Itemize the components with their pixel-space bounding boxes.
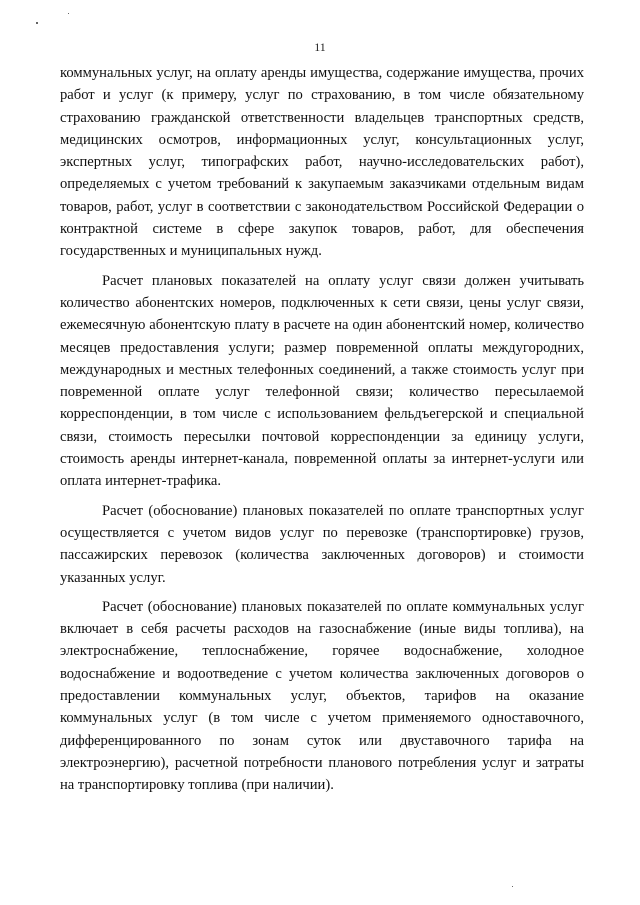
paragraph-continuation: коммунальных услуг, на оплату аренды имущества, содержание имущества, прочих работ и услуг (к примеру, услуг по страхованию, в том числе обязательному страхованию гражданской ответственности владельцев транспортных средств, медицинских осмотров, информационных услуг, консультационных услуг, экспертных услуг, типографских работ, научно-исследовательских работ), определяемых с учетом требований к закупаемым заказчиками отдельным видам товаров, работ, услуг в соответствии с законодательством Российской Федерации о контрактной системе в сфере закупок товаров, работ, для обеспечения государственных и муниципальных нужд. [60,65,584,260]
scan-speck [36,22,38,24]
document-body [60,62,584,804]
scan-speck [512,886,513,887]
paragraph-transport-services: Расчет (обоснование) плановых показателей по оплате транспортных услуг осуществляется с учетом видов услуг по перевозке (транспортировке) грузов, пассажирских перевозок (количества заключенных договоров) и стоимости указанных услуг. [60,502,584,586]
scan-speck [68,13,69,14]
paragraph-utility-services: Расчет (обоснование) плановых показателей по оплате коммунальных услуг включает в себя расчеты расходов на газоснабжение (иные виды топлива), на электроснабжение, теплоснабжение, горячее водоснабжение, холодное водоснабжение и водоотведение с учетом количества заключенных договоров о предоставлении коммунальных услуг, объектов, тарифов на оказание коммунальных услуг (в том числе с учетом применяемого одноставочного, дифференцированного по зонам суток или двуставочного тарифа на электроэнергию), расчетной потребности планового потребления услуг и затраты на транспортировку топлива (при наличии). [60,598,584,794]
page-number: 11 [314,40,326,54]
paragraph-communication-services: Расчет плановых показателей на оплату услуг связи должен учитывать количество абонентских номеров, подключенных к сети связи, цены услуг связи, ежемесячную абонентскую плату в расчете на один абонентский номер, количество месяцев предоставления услуги; размер повременной оплаты междугородних, международных и местных телефонных соединений, а также стоимость услуг при повременной оплате услуг телефонной связи; количество пересылаемой корреспонденции, в том числе с использованием фельдъегерской и специальной связи, стоимость пересылки почтовой корреспонденции за единицу услуги, стоимость аренды интернет-канала, повременной оплаты за интернет-услуги или оплата интернет-трафика. [60,272,584,490]
